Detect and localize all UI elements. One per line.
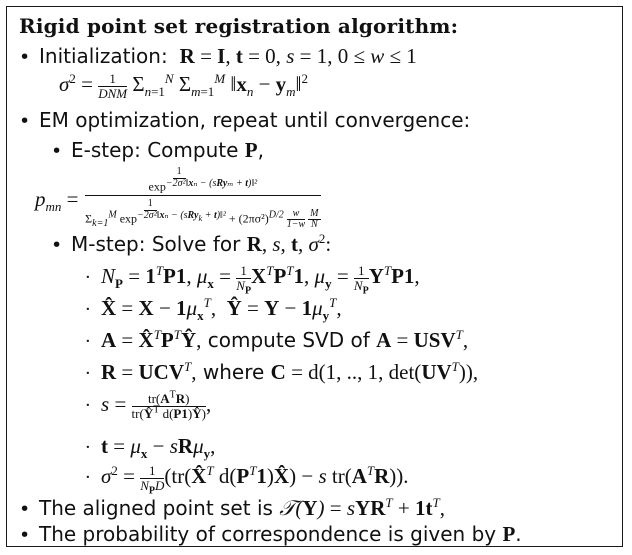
algorithm-box [6, 6, 623, 547]
mstep-eq-7: · $\sigma^2$ = $\frac{1}{N_PD}$ (tr(X̂$^T$ $d(P^T1)X̂) - s$ $tr(A^TR)$). [85, 463, 409, 497]
mstep-line: • M-step: Solve for R, s, t, $\sigma^2$: [51, 231, 332, 256]
sigma-init-line [59, 71, 308, 100]
init-label: Initialization: [39, 44, 168, 68]
em-label: EM optimization, repeat until convergence: [39, 108, 471, 132]
mstep-label: M-step: Solve for [71, 232, 247, 256]
mstep-eq-6: · $t = \mu_x - sR\mu_y$, [85, 434, 216, 462]
aligned-label: The aligned point set is [39, 496, 280, 520]
probability-label: The probability of correspondence is given by [39, 522, 503, 546]
mstep-eq-3: · $A = X̂^TP^TŶ$, compute SVD of $A = USV^T$, [85, 327, 469, 352]
estep-label: E-step: Compute [71, 138, 245, 162]
bullet: • [51, 234, 63, 256]
bullet: • [19, 110, 31, 132]
bullet: • [51, 140, 63, 162]
mstep-eq-4: · $R = UCV^T$, where C = d(1, .., 1, $\det(UV^T)$), [85, 359, 479, 384]
bullet: • [19, 498, 31, 520]
probability-line: • The probability of correspondence is given by P. [19, 522, 522, 546]
init-line [19, 43, 417, 70]
em-line [19, 107, 470, 134]
algorithm-title: Rigid point set registration algorithm: [19, 14, 459, 38]
pmn-formula: $p_{mn}$ = $\exp^{- \frac{1}{\text{2σ²}} ‖x_n - (sRy_m + t)‖^2}$ $\Sigma_{k=1}^M$ $\exp^{- \frac{1}{\text{2σ²}} ‖x_n - (sRy_k + t)‖^2} + (2\pi\sigma^2)^{D/2}$ $\frac{w}{1-w}$ $\frac{M}{N}$ [35, 166, 319, 231]
p-matrix: P [244, 138, 258, 162]
bullet: • [19, 524, 31, 546]
aligned-line: • The aligned point set is 𝒯(Y) = $sYR^T + 1t^T$, [19, 495, 445, 520]
sigma-init-formula: $\sigma^2$ = $\frac{1}{\text{DNM}}$ $\Sigma_{n=1}^N$ $\Sigma_{m=1}^M$ $‖x_n$ − $y_m‖^2$ [59, 71, 308, 101]
estep-line: • E-step: Compute P, [51, 138, 264, 162]
bullet: • [19, 46, 31, 68]
init-params: R = I, t = 0, s = 1, 0 ≤ w ≤ 1 [179, 44, 417, 68]
mstep-eq-2: · X̂ = $X - 1\mu_x^T$, Ŷ = $Y - 1\mu_y^T$, [85, 295, 342, 324]
mstep-eq-5: · s = $\frac{tr(A^TR)}{tr(Ŷ^T d(P1)Ŷ)}$ , [85, 389, 212, 421]
mstep-eq-1: · $N_P = 1^TP1$, $\mu_x$ = $\frac{1}{N_P}$ $X^TP^T1$, $\mu_y$ = $\frac{1}{N_P}$ $Y^TP1$, [85, 263, 420, 297]
